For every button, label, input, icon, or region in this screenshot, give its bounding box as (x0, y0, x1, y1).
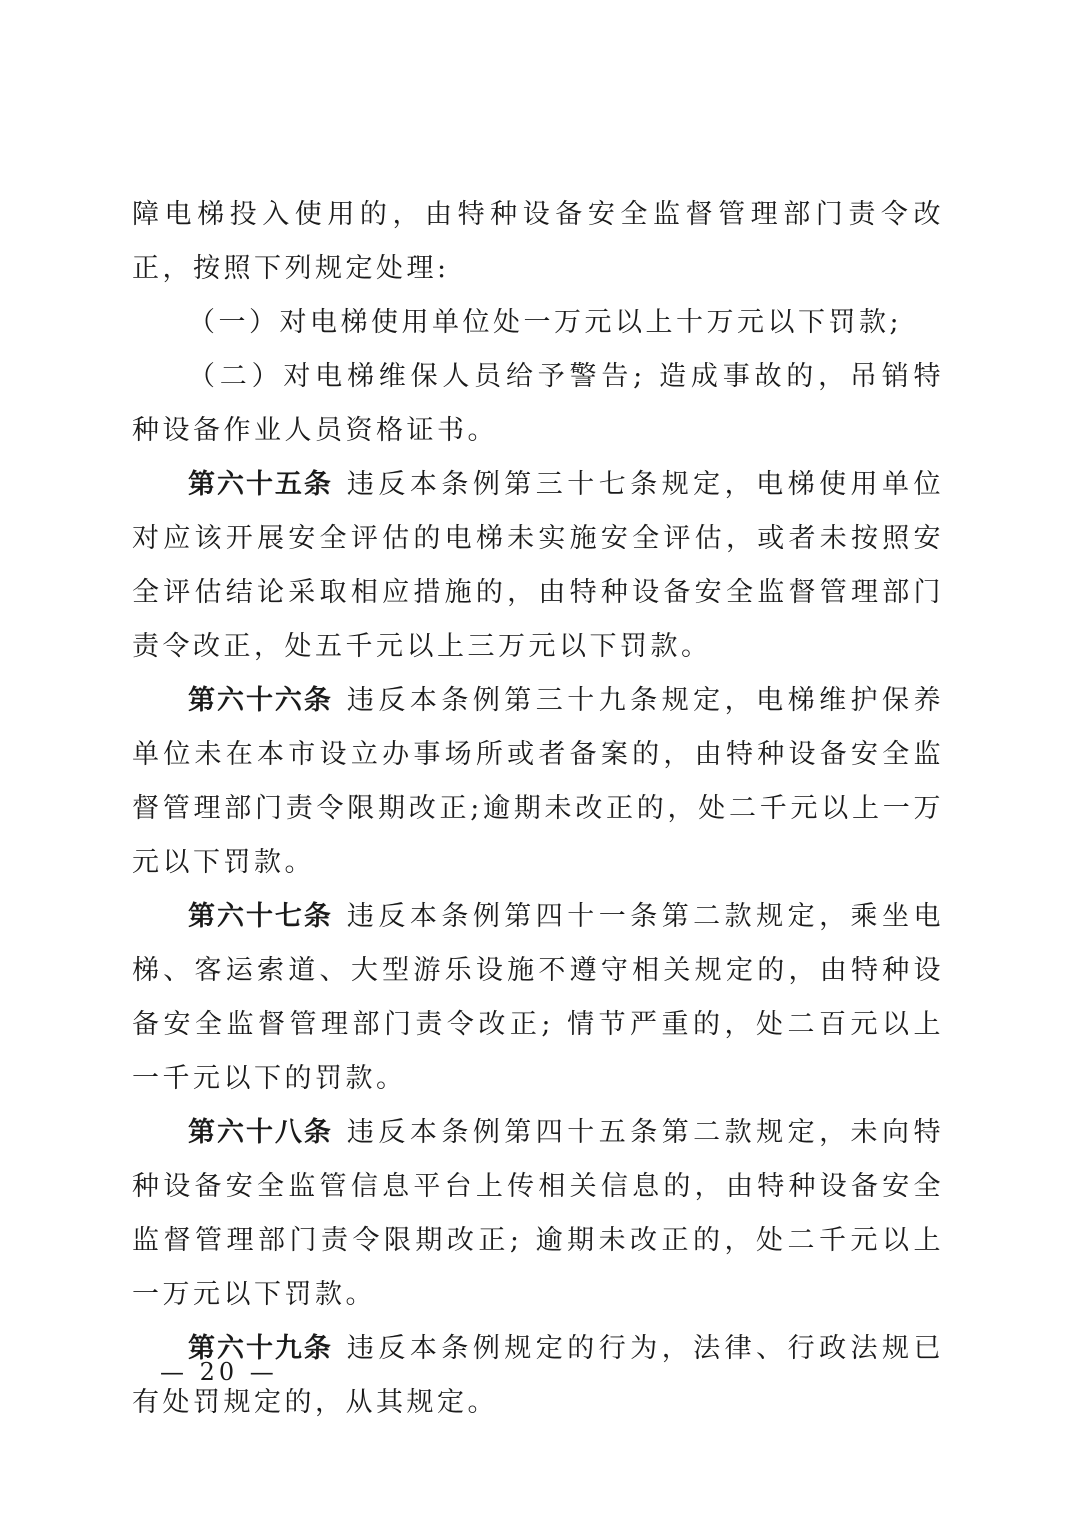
paragraph-text: 障电梯投入使用的，由特种设备安全监督管理部门责令改正，按照下列规定处理: (132, 199, 944, 284)
article-number: 第六十六条 (188, 685, 333, 716)
paragraph-continuation (132, 188, 944, 296)
paragraph-item-2 (132, 350, 944, 458)
article-text: 违反本条例第四十一条第二款规定，乘坐电梯、客运索道、大型游乐设施不遵守相关规定的，由特种设备安全监督管理部门责令改正; 情节严重的，处二百元以上一千元以下的罚款。 (132, 901, 945, 1094)
article-number: 第六十九条 (188, 1333, 333, 1364)
article-text: 违反本条例第三十九条规定，电梯维护保养单位未在本市设立办事场所或者备案的，由特种设备安全监督管理部门责令限期改正;逾期未改正的，处二千元以上一万元以下罚款。 (132, 685, 945, 878)
article-text: 违反本条例第三十七条规定，电梯使用单位对应该开展安全评估的电梯未实施安全评估，或者未按照安全评估结论采取相应措施的，由特种设备安全监督管理部门责令改正，处五千元以上三万元以下罚款。 (132, 469, 945, 662)
article-number: 第六十八条 (188, 1117, 333, 1148)
paragraph-item-1 (132, 296, 944, 350)
article-66 (132, 674, 944, 890)
paragraph-text: （一）对电梯使用单位处一万元以上十万元以下罚款; (188, 307, 903, 338)
article-68 (132, 1106, 944, 1322)
article-67 (132, 890, 944, 1106)
article-text: 违反本条例规定的行为，法律、行政法规已有处罚规定的，从其规定。 (132, 1333, 945, 1418)
document-body (132, 188, 944, 1430)
article-number: 第六十七条 (188, 901, 333, 932)
article-text: 违反本条例第四十五条第二款规定，未向特种设备安全监管信息平台上传相关信息的，由特种设备安全监督管理部门责令限期改正; 逾期未改正的，处二千元以上一万元以下罚款。 (132, 1117, 945, 1310)
article-65 (132, 458, 944, 674)
paragraph-text: （二）对电梯维保人员给予警告; 造成事故的，吊销特种设备作业人员资格证书。 (132, 361, 944, 446)
page-number: — 20 — (160, 1358, 278, 1386)
article-number: 第六十五条 (188, 469, 333, 500)
